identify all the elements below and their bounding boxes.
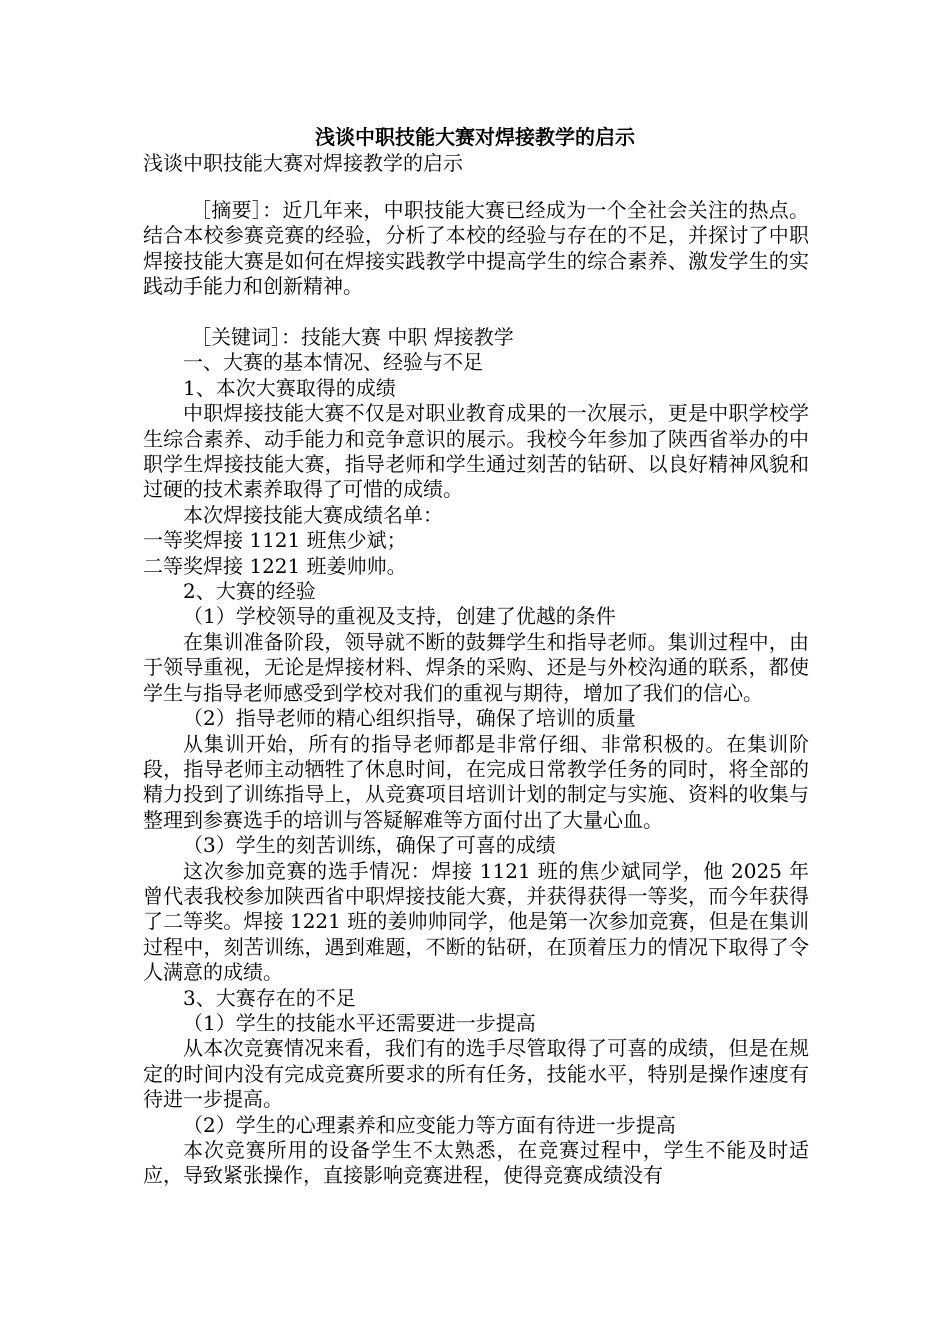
subsection-heading: 3、大赛存在的不足 xyxy=(183,985,356,1010)
subsection-heading: 1、本次大赛取得的成绩 xyxy=(183,375,396,400)
result-line: 二等奖焊接 1221 班姜帅帅。 xyxy=(143,553,407,578)
document-subtitle: 浅谈中职技能大赛对焊接教学的启示 xyxy=(143,151,463,175)
keywords-line: ［关键词］：技能大赛 中职 焊接教学 xyxy=(191,325,514,350)
subsection-heading: 2、大赛的经验 xyxy=(183,579,316,604)
item-heading: （2）指导老师的精心组织指导，确保了培训的质量 xyxy=(183,706,636,731)
document-title: 浅谈中职技能大赛对焊接教学的启示 xyxy=(315,125,635,149)
body-paragraph: 中职焊接技能大赛不仅是对职业教育成果的一次展示，更是中职学校学生综合素养、动手能力和竞争意识的展示。我校今年参加了陕西省举办的中职学生焊接技能大赛，指导老师和学生通过刻苦的钻研、以良好精神风貌和过硬的技术素养取得了可惜的成绩。 xyxy=(143,401,809,502)
section-heading: 一、大赛的基本情况、经验与不足 xyxy=(183,350,483,375)
item-heading: （1）学校领导的重视及支持，创建了优越的条件 xyxy=(183,604,616,629)
body-paragraph: 本次竞赛所用的设备学生不太熟悉，在竞赛过程中，学生不能及时适应，导致紧张操作，直接影响竞赛进程，使得竞赛成绩没有 xyxy=(143,1138,809,1188)
spacer xyxy=(143,300,809,325)
result-line: 一等奖焊接 1121 班焦少斌； xyxy=(143,528,407,553)
body-paragraph: 这次参加竞赛的选手情况：焊接 1121 班的焦少斌同学，他 2025 年曾代表我校参加陕西省中职焊接技能大赛，并获得获得一等奖，而今年获得了二等奖。焊接 1221 班的姜帅帅同学，他是第一次参加竞赛，但是在集训过程中，刻苦训练，遇到难题，不断的钻研，在顶着压力的情况下取得了令人满意的成绩。 xyxy=(143,858,809,985)
item-heading: （2）学生的心理素养和应变能力等方面有待进一步提高 xyxy=(183,1112,676,1137)
body-paragraph: 在集训准备阶段，领导就不断的鼓舞学生和指导老师。集训过程中，由于领导重视，无论是焊接材料、焊条的采购、还是与外校沟通的联系，都使学生与指导老师感受到学校对我们的重视与期待，增加了我们的信心。 xyxy=(143,629,809,705)
body-paragraph: 从本次竞赛情况来看，我们有的选手尽管取得了可喜的成绩，但是在规定的时间内没有完成竞赛所要求的所有任务，技能水平，特别是操作速度有待进一步提高。 xyxy=(143,1036,809,1112)
abstract-paragraph: ［摘要］：近几年来，中职技能大赛已经成为一个全社会关注的热点。结合本校参赛竞赛的经验，分析了本校的经验与存在的不足，并探讨了中职焊接技能大赛是如何在焊接实践教学中提高学生的综合素养、激发学生的实践动手能力和创新精神。 xyxy=(143,198,809,299)
body-paragraph: 从集训开始，所有的指导老师都是非常仔细、非常积极的。在集训阶段，指导老师主动牺牲了休息时间，在完成日常教学任务的同时，将全部的精力投到了训练指导上，从竞赛项目培训计划的制定与实施、资料的收集与整理到参赛选手的培训与答疑解难等方面付出了大量心血。 xyxy=(143,731,809,832)
document-body xyxy=(143,198,809,1189)
results-intro: 本次焊接技能大赛成绩名单： xyxy=(183,502,443,527)
item-heading: （1）学生的技能水平还需要进一步提高 xyxy=(183,1010,536,1035)
item-heading: （3）学生的刻苦训练，确保了可喜的成绩 xyxy=(183,833,556,858)
